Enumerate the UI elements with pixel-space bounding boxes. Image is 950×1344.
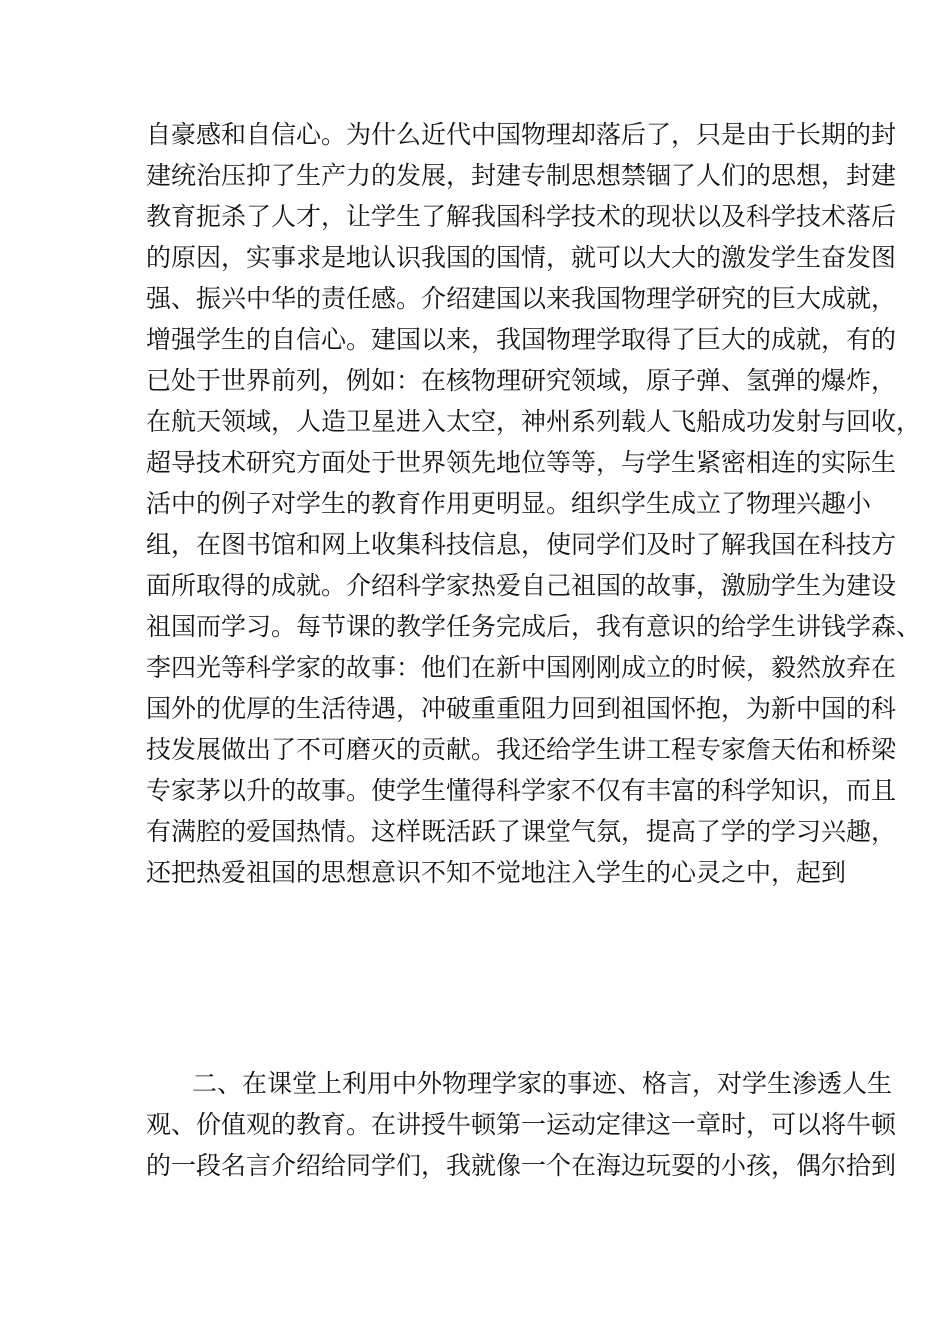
text-line: 李四光等科学家的故事：他们在新中国刚刚成立的时候，毅然放弃在 xyxy=(146,653,897,682)
text-line: 在航天领域，人造卫星进入太空，神州系列载人飞船成功发射与回收， xyxy=(146,407,922,436)
text-line: 组，在图书馆和网上收集科技信息，使同学们及时了解我国在科技方 xyxy=(146,530,897,559)
text-line: 超导技术研究方面处于世界领先地位等等，与学生紧密相连的实际生 xyxy=(146,448,897,477)
text-line: 强、振兴中华的责任感。介绍建国以来我国物理学研究的巨大成就， xyxy=(146,284,897,313)
text-line: 的原因，实事求是地认识我国的国情，就可以大大的激发学生奋发图 xyxy=(146,243,897,272)
text-line: 祖国而学习。每节课的教学任务完成后，我有意识的给学生讲钱学森、 xyxy=(146,612,922,641)
text-line: 增强学生的自信心。建国以来，我国物理学取得了巨大的成就，有的 xyxy=(146,325,897,354)
text-line: 的一段名言介绍给同学们，我就像一个在海边玩耍的小孩，偶尔拾到 xyxy=(146,1151,897,1180)
paragraph-2 xyxy=(146,1063,897,1186)
text-line: 观、价值观的教育。在讲授牛顿第一运动定律这一章时，可以将牛顿 xyxy=(146,1110,897,1139)
text-line: 活中的例子对学生的教育作用更明显。组织学生成立了物理兴趣小 xyxy=(146,489,872,518)
text-line: 技发展做出了不可磨灭的贡献。我还给学生讲工程专家詹天佑和桥梁 xyxy=(146,735,897,764)
text-line: 已处于世界前列，例如：在核物理研究领域，原子弹、氢弹的爆炸， xyxy=(146,366,897,395)
text-line: 二、在课堂上利用中外物理学家的事迹、格言，对学生渗透人生 xyxy=(192,1069,893,1098)
text-line: 教育扼杀了人才，让学生了解我国科学技术的现状以及科学技术落后 xyxy=(146,202,897,231)
text-line: 建统治压抑了生产力的发展，封建专制思想禁锢了人们的思想，封建 xyxy=(146,161,897,190)
text-line: 国外的优厚的生活待遇，冲破重重阻力回到祖国怀抱，为新中国的科 xyxy=(146,694,897,723)
paragraph-1 xyxy=(146,114,922,893)
text-line: 有满腔的爱国热情。这样既活跃了课堂气氛，提高了学的学习兴趣， xyxy=(146,817,897,846)
text-line: 专家茅以升的故事。使学生懂得科学家不仅有丰富的科学知识，而且 xyxy=(146,776,897,805)
text-line: 还把热爱祖国的思想意识不知不觉地注入学生的心灵之中，起到 xyxy=(146,858,847,887)
text-line: 面所取得的成就。介绍科学家热爱自己祖国的故事，激励学生为建设 xyxy=(146,571,897,600)
text-line: 自豪感和自信心。为什么近代中国物理却落后了，只是由于长期的封 xyxy=(146,120,897,149)
